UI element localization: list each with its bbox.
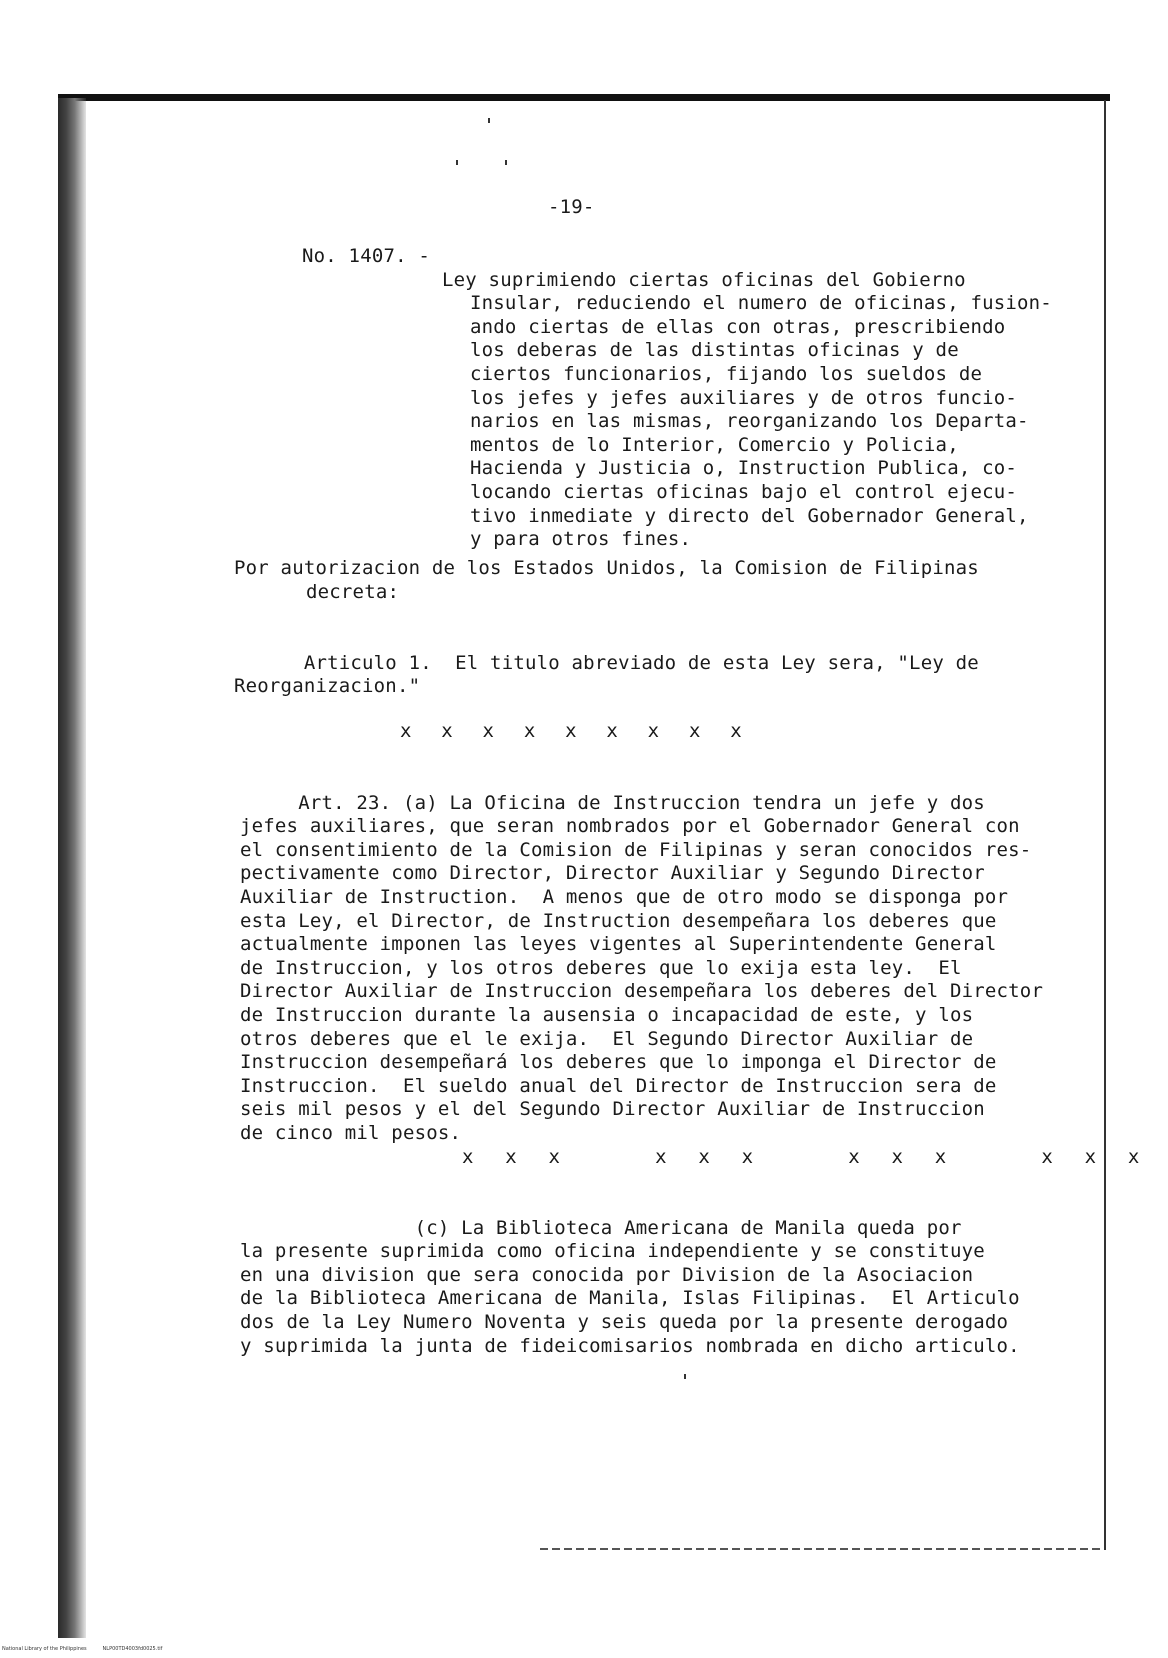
- article-23-line: de Instruccion, y los otros deberes que lo exija esta ley. El: [240, 956, 962, 979]
- act-title-line: y para otros fines.: [470, 528, 692, 551]
- act-number: No. 1407. -: [302, 245, 431, 267]
- article-1-line: Reorganizacion.": [234, 675, 421, 698]
- article-23: [240, 768, 1043, 1146]
- enacting-clause: Por autorizacion de los Estados Unidos, la Comision de Filipinas: [234, 557, 979, 579]
- act-title-line: mentos de lo Interior, Comercio y Policia,: [470, 433, 959, 456]
- act-title-line: ciertos funcionarios, fijando los sueldos de: [470, 362, 983, 385]
- paragraph-c-line: en una division que sera conocida por Division de la Asociacion: [240, 1263, 974, 1286]
- paragraph-c-line: y suprimida la junta de fideicomisarios nombrada en dicho articulo.: [240, 1334, 1020, 1357]
- article-23-line: de cinco mil pesos.: [240, 1121, 462, 1144]
- scan-speck: [505, 160, 507, 165]
- article-23-line: seis mil pesos y el del Segundo Director Auxiliar de Instruccion: [240, 1098, 985, 1121]
- act-title: [442, 245, 1052, 552]
- article-23-line: actualmente imponen las leyes vigentes al Superintendente General: [240, 933, 997, 956]
- act-title-line: Hacienda y Justicia o, Instruction Publica, co-: [470, 457, 1018, 480]
- enacting-clause-decreta: decreta:: [306, 581, 400, 603]
- article-23-line: el consentimiento de la Comision de Filipinas y seran conocidos res-: [240, 838, 1032, 861]
- article-23-line: jefes auxiliares, que seran nombrados por el Gobernador General con: [240, 815, 1020, 838]
- footer-file: NLP00TD4003fd0025.tif: [102, 1646, 163, 1652]
- scan-footer: [2, 1646, 162, 1652]
- left-binding-shadow: [58, 98, 86, 1638]
- act-title-line: Ley suprimiendo ciertas oficinas del Gobierno: [442, 268, 966, 291]
- bottom-border-rule: [540, 1548, 1100, 1550]
- article-23-line: Director Auxiliar de Instruccion desempeñara los deberes del Director: [240, 980, 1044, 1003]
- act-title-line: los jefes y jefes auxiliares y de otros funcio-: [470, 386, 1018, 409]
- article-23-line: Auxiliar de Instruction. A menos que de otro modo se disponga por: [240, 885, 1009, 908]
- page-number: -19-: [548, 196, 595, 218]
- paragraph-c: [240, 1193, 1020, 1358]
- act-title-line: tivo inmediate y directo del Gobernador General,: [470, 504, 1029, 527]
- scan-speck: [488, 118, 490, 123]
- article-23-line: pectivamente como Director, Director Auxiliar y Segundo Director: [240, 862, 985, 885]
- act-title-line: Insular, reduciendo el numero de oficinas, fusion-: [470, 292, 1052, 315]
- omission-marks: x x x x x x x x x: [400, 720, 742, 742]
- omission-marks: x x x x x x x x x x x x: [462, 1146, 1140, 1168]
- article-1: [234, 628, 979, 699]
- article-1-line: Articulo 1. El titulo abreviado de esta Ley sera, "Ley de: [234, 651, 979, 674]
- paragraph-c-line: dos de la Ley Numero Noventa y seis queda por la presente derogado: [240, 1310, 1009, 1333]
- article-23-line: esta Ley, el Director, de Instruction desempeñara los deberes que: [240, 909, 997, 932]
- article-23-line: de Instruccion durante la ausensia o incapacidad de este, y los: [240, 1003, 974, 1026]
- top-border-rule: [58, 94, 1110, 101]
- act-title-line: locando ciertas oficinas bajo el control ejecu-: [470, 480, 1018, 503]
- footer-library: National Library of the Philippines: [2, 1646, 87, 1652]
- act-title-line: ando ciertas de ellas con otras, prescribiendo: [470, 315, 1006, 338]
- article-23-line: Instruccion. El sueldo anual del Director de Instruccion sera de: [240, 1074, 997, 1097]
- scan-speck: [684, 1374, 686, 1379]
- scan-speck: [456, 160, 458, 165]
- paragraph-c-line: (c) La Biblioteca Americana de Manila queda por: [240, 1216, 962, 1239]
- article-23-line: otros deberes que el le exija. El Segundo Director Auxiliar de: [240, 1027, 974, 1050]
- paragraph-c-line: de la Biblioteca Americana de Manila, Islas Filipinas. El Articulo: [240, 1287, 1020, 1310]
- article-23-line: Art. 23. (a) La Oficina de Instruccion tendra un jefe y dos: [240, 791, 985, 814]
- paragraph-c-line: la presente suprimida como oficina independiente y se constituye: [240, 1240, 985, 1263]
- act-title-line: narios en las mismas, reorganizando los Departa-: [470, 410, 1029, 433]
- right-border-rule: [1104, 100, 1106, 1550]
- act-title-line: los deberas de las distintas oficinas y de: [470, 339, 959, 362]
- article-23-line: Instruccion desempeñará los deberes que lo imponga el Director de: [240, 1051, 997, 1074]
